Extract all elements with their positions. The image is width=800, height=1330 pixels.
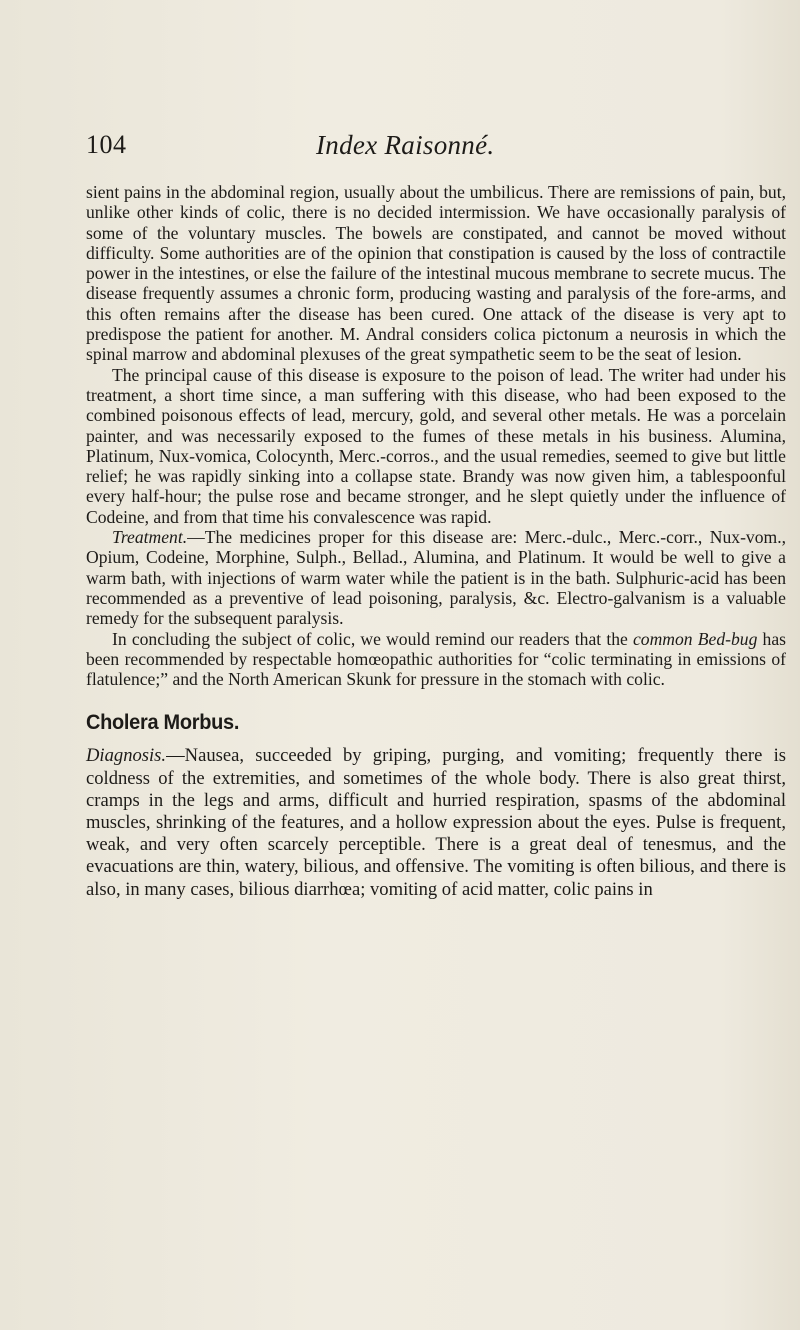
running-title: Index Raisonné. (316, 130, 495, 160)
concluding-text-end: has been recommended by respectable homœopathic authorities for “colic terminating in emissions of flatulence;” and the North American Skunk for pressure in the stomach with colic. (86, 628, 786, 690)
treatment-label: Treatment. (112, 527, 188, 548)
treatment-text: —The medicines proper for this disease are: Merc.-dulc., Merc.-corr., Nux-vom., Opium, Codeine, Morphine, Sulph., Bellad., Alumina, and Platinum. It would be well to give a warm bath, with injections of warm water while the patient is in the bath. Sulphuric-acid has been recommended as a preventive of lead poisoning, paralysis, &c. Electro-galvanism is a valuable remedy for the subsequent paralysis. (86, 527, 786, 629)
colic-concluding-paragraph (86, 629, 786, 690)
diagnosis-text: —Nausea, succeeded by griping, purging, and vomiting; frequently there is coldness of the extremities, and sometimes of the whole body. There is also great thirst, cramps in the legs and arms, difficult and hurried respiration, spasms of the abdominal muscles, shrinking of the features, and a hollow expression about the eyes. Pulse is frequent, weak, and very often scarcely perceptible. There is a great deal of tenesmus, and the evacuations are thin, watery, bilious, and offensive. The vomiting is often bilious, and there is also, in many cases, bilious diarrhœa; vomiting of acid matter, colic pains in (86, 745, 786, 900)
colic-treatment-paragraph (86, 527, 786, 628)
page-header (86, 130, 786, 166)
concluding-text-start: In concluding the subject of colic, we would remind our readers that the (112, 628, 633, 649)
bed-bug-term: common Bed-bug (632, 628, 758, 649)
cholera-diagnosis-paragraph (86, 745, 786, 900)
diagnosis-label: Diagnosis. (86, 745, 167, 767)
page-body (86, 182, 786, 901)
page-number: 104 (86, 130, 127, 159)
colic-paragraph-1: sient pains in the abdominal region, usually about the umbilicus. There are remissions of pain, but, unlike other kinds of colic, there is no decided intermission. We have occasionally paralysis of some of the voluntary muscles. The bowels are constipated, and cannot be moved without difficulty. Some authorities are of the opinion that constipation is caused by the loss of contractile power in the intestines, or else the failure of the intestinal mucous membrane to secrete mucus. The disease frequently assumes a chronic form, producing wasting and paralysis of the fore-arms, and this often remains after the disease has been cured. One attack of the disease is very apt to predispose the patient for another. M. Andral considers colica pictonum a neurosis in which the spinal marrow and abdominal plexuses of the great sympathetic seem to be the seat of lesion. (86, 182, 786, 365)
colic-paragraph-2: The principal cause of this disease is exposure to the poison of lead. The writer had under his treatment, a short time since, a man suffering with this disease, who had been exposed to the combined poisonous effects of lead, mercury, gold, and several other metals. He was a porcelain painter, and was necessarily exposed to the fumes of these metals in his business. Alumina, Platinum, Nux-vomica, Colocynth, Merc.-corros., and the usual remedies, seemed to give but little relief; he was rapidly sinking into a collapse state. Brandy was now given him, a tablespoonful every half-hour; the pulse rose and became stronger, and he slept quietly under the influence of Codeine, and from that time his convalescence was rapid. (86, 364, 786, 527)
section-heading-cholera-morbus: Cholera Morbus. (86, 711, 240, 735)
